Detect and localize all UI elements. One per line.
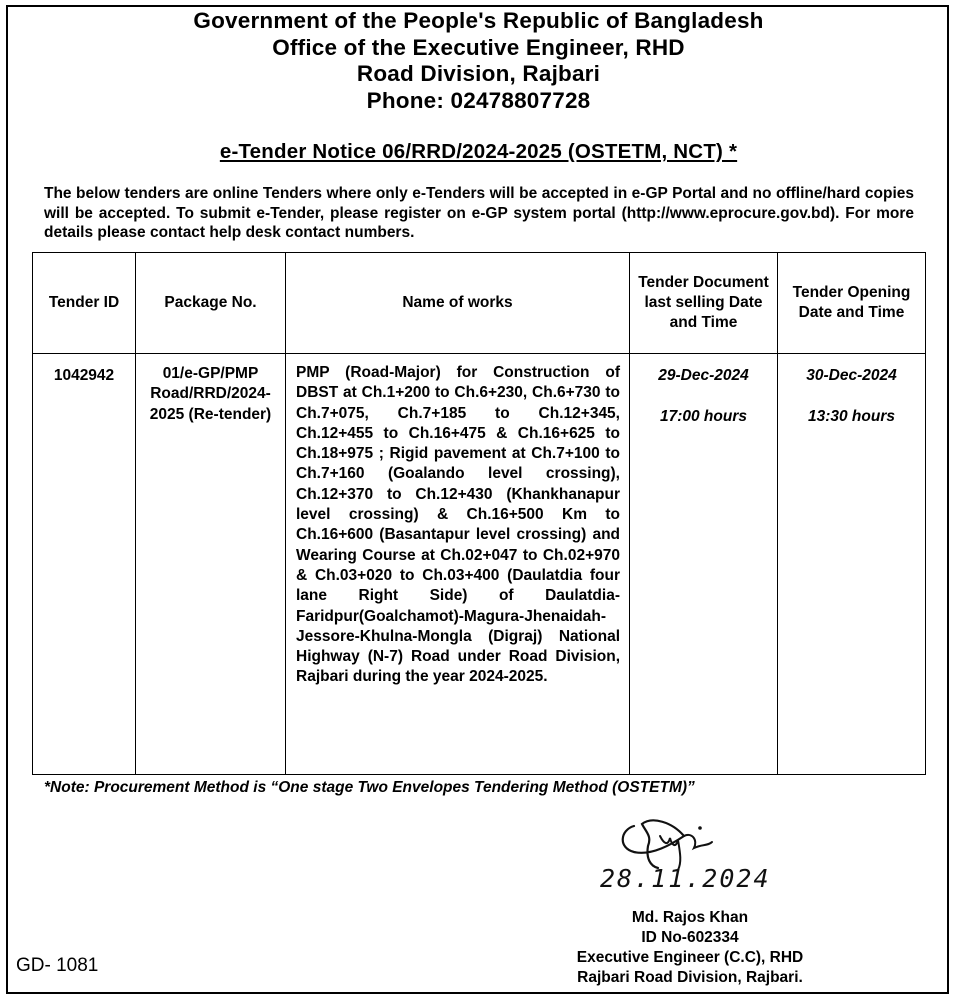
signatory-designation: Executive Engineer (C.C), RHD [576, 949, 804, 966]
column-header-opening: Tender Opening Date and Time [778, 253, 926, 354]
column-header-tender-id: Tender ID [33, 253, 136, 354]
cell-name-of-works: PMP (Road-Major) for Construction of DBST at Ch.1+200 to Ch.6+230, Ch.6+730 to Ch.7+075, Ch.7+185 to Ch.12+345, Ch.12+455 to Ch.16+475 & Ch.16+625 to Ch.18+975 ; Rigid pavement at Ch.7+100 to Ch.7+160 (Goalando level crossing), Ch.12+370 to Ch.12+430 (Khankhanapur level crossing) & Ch.16+500 Km to Ch.16+600 (Basantapur level crossing) and Wearing Course at Ch.02+047 to Ch.02+970 & Ch.03+020 to Ch.03+400 (Daulatdia four lane Right Side) of Daulatdia-Faridpur(Goalchamot)-Magura-Jhenaidah-Jessore-Khulna-Mongla (Digraj) National Highway (N-7) Road under Road Division, Rajbari during the year 2024-2025. [286, 354, 630, 775]
signatory-block [540, 908, 840, 988]
signatory-id: ID No-602334 [641, 929, 739, 946]
tender-table [32, 252, 926, 775]
notice-intro: The below tenders are online Tenders where only e-Tenders will be accepted in e-GP Portal and no offline/hard copies will be accepted. To submit e-Tender, please register on e-GP system portal (http://www.eprocure.gov.bd). For more details please contact help desk contact numbers. [44, 185, 914, 241]
header-government: Government of the People's Republic of Bangladesh [193, 8, 764, 33]
column-header-last-selling: Tender Document last selling Date and Time [630, 253, 778, 354]
selling-date: 29-Dec-2024 [658, 367, 749, 384]
table-header-row [33, 253, 926, 354]
procurement-note: *Note: Procurement Method is “One stage Two Envelopes Tendering Method (OSTETM)” [44, 779, 695, 796]
notice-header [0, 8, 957, 114]
opening-date: 30-Dec-2024 [806, 367, 897, 384]
header-office: Office of the Executive Engineer, RHD [272, 34, 685, 60]
signature-date: 28.11.2024 [600, 864, 771, 893]
column-header-name-of-works: Name of works [286, 253, 630, 354]
signatory-name: Md. Rajos Khan [631, 909, 749, 926]
signatory-office: Rajbari Road Division, Rajbari. [577, 969, 803, 986]
notice-title: e-Tender Notice 06/RRD/2024-2025 (OSTETM, NCT) * [219, 140, 738, 163]
cell-last-selling [630, 354, 778, 775]
opening-time: 13:30 hours [807, 408, 895, 426]
column-header-package-no: Package No. [136, 253, 286, 354]
table-row [33, 354, 926, 775]
handwritten-signature [612, 806, 722, 872]
cell-opening [778, 354, 926, 775]
header-division: Road Division, Rajbari [356, 61, 601, 86]
cell-tender-id: 1042942 [33, 354, 136, 775]
cell-package-no: 01/e-GP/PMP Road/RRD/2024-2025 (Re-tender) [136, 354, 286, 775]
gd-number: GD- 1081 [16, 955, 99, 976]
header-phone: Phone: 02478807728 [366, 87, 591, 113]
selling-time: 17:00 hours [659, 408, 747, 426]
